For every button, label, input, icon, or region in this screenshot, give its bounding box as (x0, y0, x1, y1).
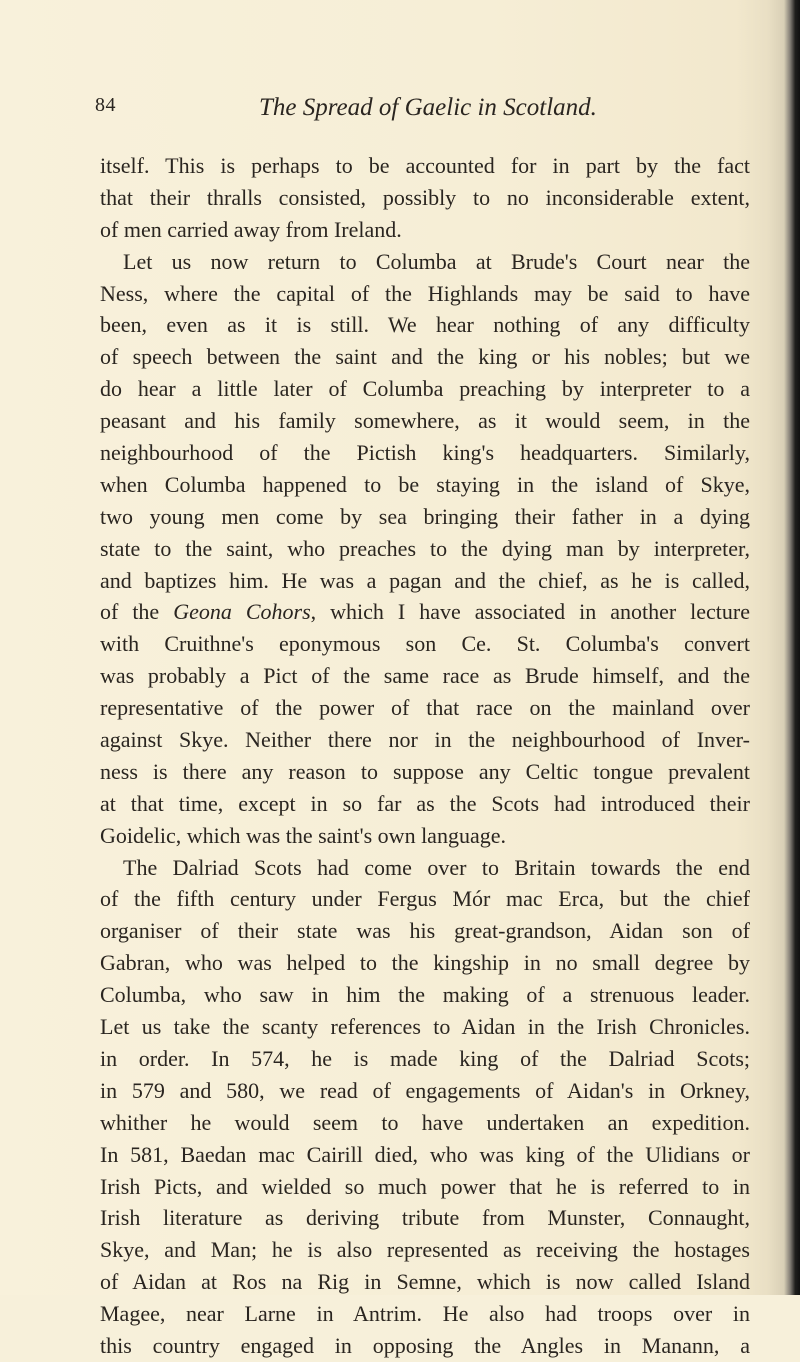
text-line: been, even as it is still. We hear nothing of any difficulty (100, 312, 750, 338)
text-line: that their thralls consisted, possibly to no inconsiderable extent, (100, 184, 750, 210)
text-line: in order. In 574, he is made king of the Dalriad Scots; (100, 1045, 750, 1071)
text-line: In 581, Baedan mac Cairill died, who was king of the Ulidians or (100, 1141, 750, 1167)
text-line: two young men come by sea bringing their father in a dying (100, 503, 750, 529)
text-line: Skye, and Man; he is also represented as receiving the hostages (100, 1237, 750, 1263)
text-line: The Dalriad Scots had come over to Britain towards the end (123, 854, 750, 880)
running-title: The Spread of Gaelic in Scotland. (259, 94, 597, 121)
text-line: this country engaged in opposing the Angles in Manann, a (100, 1332, 750, 1358)
text-line: of men carried away from Ireland. (100, 216, 402, 242)
text-line: Irish Picts, and wielded so much power that he is referred to in (100, 1173, 750, 1199)
text-line: when Columba happened to be staying in the island of Skye, (100, 471, 750, 497)
text-line: against Skye. Neither there nor in the neighbourhood of Inver- (100, 727, 750, 753)
text-line: Ness, where the capital of the Highlands may be said to have (100, 280, 750, 306)
text-line: representative of the power of that race on the mainland over (100, 695, 750, 721)
text-line: was probably a Pict of the same race as Brude himself, and the (100, 663, 750, 689)
text-line: state to the saint, who preaches to the dying man by interpreter, (100, 535, 750, 561)
text-line: peasant and his family somewhere, as it would seem, in the (100, 408, 750, 434)
text-line: Irish literature as deriving tribute from Munster, Connaught, (100, 1205, 750, 1231)
text-line: Goidelic, which was the saint's own language. (100, 822, 506, 848)
text-line: itself. This is perhaps to be accounted for in part by the fact (100, 153, 750, 178)
page-number: 84 (95, 94, 116, 116)
text-line-with-italic (100, 596, 750, 628)
text-line: Columba, who saw in him the making of a strenuous leader. (100, 982, 750, 1008)
page-edge-shadow (784, 0, 800, 1295)
text-line: of Aidan at Ros na Rig in Semne, which is now called Island (100, 1269, 750, 1295)
text-line: whither he would seem to have undertaken an expedition. (100, 1109, 750, 1135)
text-line: ness is there any reason to suppose any Celtic tongue prevalent (100, 758, 750, 784)
text-line: at that time, except in so far as the Scots had introduced their (100, 790, 750, 816)
text-line: Let us now return to Columba at Brude's Court near the (123, 248, 750, 274)
text-line: of the fifth century under Fergus Mór mac Erca, but the chief (100, 886, 750, 912)
text-line: organiser of their state was his great-grandson, Aidan son of (100, 918, 750, 944)
body-text (100, 150, 750, 1362)
text-line: Let us take the scanty references to Aidan in the Irish Chronicles. (100, 1014, 750, 1040)
text-line: with Cruithne's eponymous son Ce. St. Columba's convert (100, 631, 750, 657)
text-line: and baptizes him. He was a pagan and the chief, as he is called, (100, 567, 750, 593)
page-header (95, 94, 750, 134)
text-line: do hear a little later of Columba preaching by interpreter to a (100, 376, 750, 402)
text-line: of speech between the saint and the king or his nobles; but we (100, 344, 750, 370)
italic-term: Geona Cohors (173, 599, 311, 625)
text-line: in 579 and 580, we read of engagements of Aidan's in Orkney, (100, 1077, 750, 1103)
text-segment: , which I have associated in another lecture (310, 599, 750, 625)
text-line: neighbourhood of the Pictish king's headquarters. Similarly, (100, 440, 750, 466)
text-segment: of the (100, 599, 174, 625)
text-line: Gabran, who was helped to the kingship in no small degree by (100, 950, 750, 976)
text-line: Magee, near Larne in Antrim. He also had troops over in (100, 1301, 750, 1327)
